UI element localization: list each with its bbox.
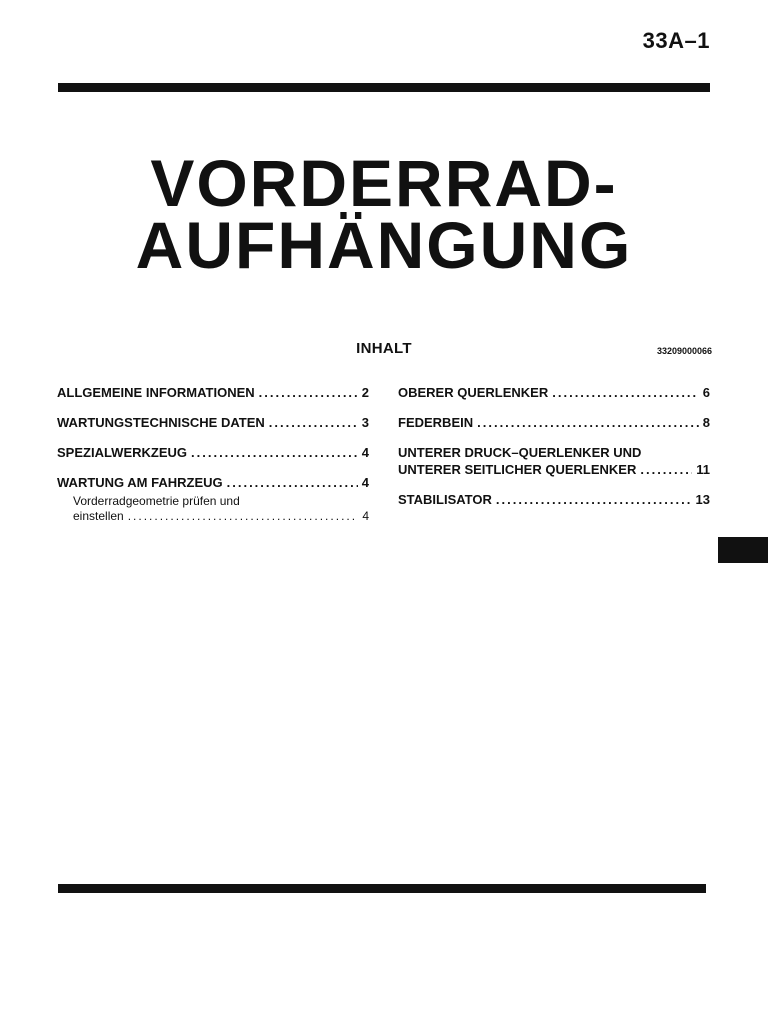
toc-sub-entry[interactable] <box>57 494 369 524</box>
toc-entry-page: 8 <box>702 415 710 430</box>
top-rule <box>58 83 710 92</box>
toc-leader-dots <box>477 414 699 431</box>
title-line-1: VORDERRAD- <box>150 146 618 220</box>
toc-entry-label: SPEZIALWERKZEUG <box>57 445 188 460</box>
toc-entry-label: STABILISATOR <box>398 492 492 507</box>
toc-entry-page: 4 <box>361 475 369 490</box>
toc-left-column <box>57 384 369 534</box>
toc-sub-entry-page: 4 <box>362 509 369 523</box>
page-title <box>0 146 768 282</box>
toc-entry-label: FEDERBEIN <box>398 415 474 430</box>
document-code: 33209000066 <box>656 346 712 356</box>
toc-entry-label: WARTUNG AM FAHRZEUG <box>57 475 223 490</box>
toc-entry-page: 11 <box>696 462 710 477</box>
toc-sub-entry-label-line-1: Vorderradgeometrie prüfen und <box>73 494 240 508</box>
toc-leader-dots <box>227 474 358 491</box>
page-number: 33A–1 <box>642 28 710 53</box>
toc-entry-label-line-2: UNTERER SEITLICHER QUERLENKER <box>398 462 637 477</box>
title-line-2: AUFHÄNGUNG <box>135 208 633 282</box>
toc-entry-page: 2 <box>361 385 369 400</box>
toc-leader-dots <box>552 384 699 401</box>
toc-entry[interactable] <box>398 384 710 401</box>
toc-entry-multiline[interactable] <box>398 444 710 478</box>
toc-entry-page: 3 <box>361 415 369 430</box>
toc-entry-page: 6 <box>702 385 710 400</box>
toc-entry[interactable] <box>57 384 369 401</box>
toc-heading: INHALT <box>356 340 412 357</box>
toc-entry[interactable] <box>57 444 369 461</box>
toc-entry[interactable] <box>57 414 369 431</box>
toc-leader-dots <box>259 384 358 401</box>
toc-entry-label-line-1: UNTERER DRUCK–QUERLENKER UND <box>398 445 642 460</box>
toc-entry-label: ALLGEMEINE INFORMATIONEN <box>57 385 255 400</box>
section-thumb-tab <box>718 537 768 563</box>
toc-right-column <box>398 384 710 521</box>
toc-entry[interactable] <box>398 414 710 431</box>
toc-leader-dots <box>191 444 358 461</box>
toc-entry-page: 4 <box>361 445 369 460</box>
toc-sub-entry-label-line-2: einstellen <box>73 509 124 523</box>
bottom-rule <box>58 884 706 893</box>
toc-leader-dots <box>128 509 359 524</box>
toc-entry-label: OBERER QUERLENKER <box>398 385 549 400</box>
toc-entry[interactable] <box>57 474 369 491</box>
toc-leader-dots <box>640 461 692 478</box>
toc-entry-label: WARTUNGSTECHNISCHE DATEN <box>57 415 265 430</box>
toc-leader-dots <box>269 414 358 431</box>
toc-entry-page: 13 <box>695 492 710 507</box>
toc-entry[interactable] <box>398 491 710 508</box>
toc-leader-dots <box>496 491 692 508</box>
